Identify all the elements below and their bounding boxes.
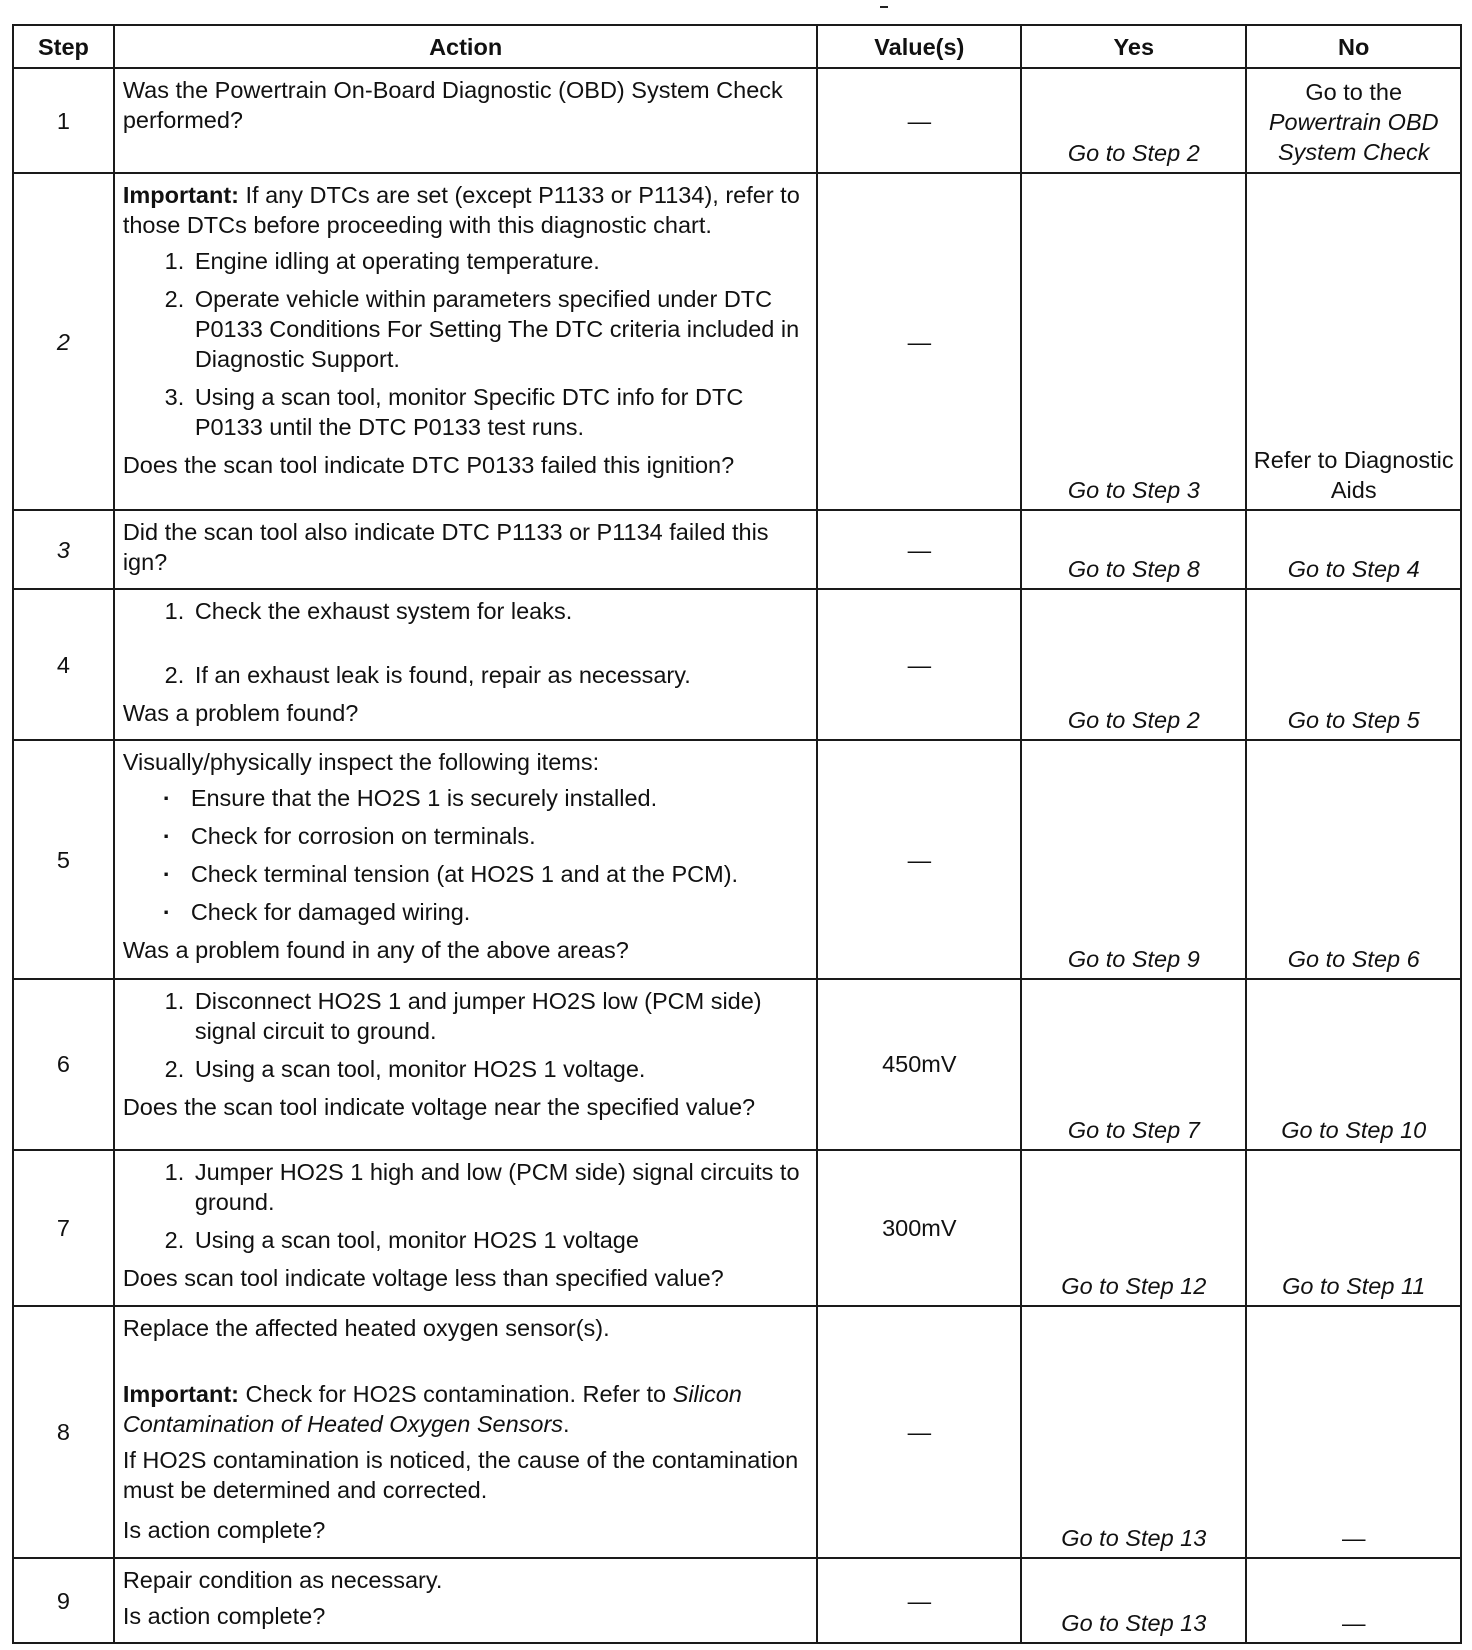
- list-item: 1. Disconnect HO2S 1 and jumper HO2S low (PCM side) signal circuit to ground.: [191, 986, 809, 1046]
- question-text: Does the scan tool indicate voltage near the specified value?: [122, 1093, 756, 1120]
- value-cell: 450mV: [817, 979, 1021, 1151]
- no-cell[interactable]: Go to Step 5: [1246, 589, 1461, 740]
- action-cell: [114, 740, 818, 978]
- yes-cell[interactable]: Go to Step 13: [1021, 1306, 1246, 1558]
- value-cell: —: [817, 589, 1021, 740]
- no-cell[interactable]: Go to Step 4: [1246, 510, 1461, 589]
- list-item: 2. If an exhaust leak is found, repair as necessary.: [191, 660, 809, 690]
- no-cell[interactable]: Go to Step 10: [1246, 979, 1461, 1151]
- header-step: Step: [13, 25, 114, 68]
- value-cell: —: [817, 740, 1021, 978]
- value-cell: —: [817, 1306, 1021, 1558]
- important-label: Important:: [122, 1380, 239, 1407]
- value-cell: 300mV: [817, 1150, 1021, 1305]
- step-number: 8: [13, 1306, 114, 1558]
- top-mark: [880, 6, 888, 8]
- table-row: [13, 1150, 1461, 1305]
- action-cell: [114, 510, 818, 589]
- no-cell[interactable]: Go to Step 6: [1246, 740, 1461, 978]
- action-cell: [114, 173, 818, 510]
- list-item: 1. Check the exhaust system for leaks.: [191, 596, 809, 626]
- value-cell: —: [817, 510, 1021, 589]
- list-item: 1. Jumper HO2S 1 high and low (PCM side) signal circuits to ground.: [191, 1157, 809, 1217]
- important-note: [123, 1379, 809, 1439]
- table-row: [13, 740, 1461, 978]
- list-item: 2. Using a scan tool, monitor HO2S 1 voltage.: [191, 1054, 809, 1084]
- step-number: 4: [13, 589, 114, 740]
- yes-cell[interactable]: Go to Step 2: [1021, 589, 1246, 740]
- action-cell: [114, 68, 818, 173]
- step-list: [123, 246, 809, 442]
- header-action: Action: [114, 25, 818, 68]
- list-item: 3. Using a scan tool, monitor Specific DTC info for DTC P0133 until the DTC P0133 test runs.: [191, 382, 809, 442]
- yes-cell[interactable]: Go to Step 2: [1021, 68, 1246, 173]
- step-number: 2: [13, 173, 114, 510]
- action-cell: [114, 1150, 818, 1305]
- question-text: Does scan tool indicate voltage less than specified value?: [122, 1265, 724, 1292]
- list-item: 2. Operate vehicle within parameters specified under DTC P0133 Conditions For Setting The DTC criteria included in Diagnostic Support.: [191, 284, 809, 374]
- step-list: [123, 596, 809, 690]
- yes-cell[interactable]: Go to Step 3: [1021, 173, 1246, 510]
- question-text: Was a problem found in any of the above areas?: [122, 937, 629, 964]
- important-text: If any DTCs are set (except P1133 or P1134), refer to those DTCs before proceeding with this diagnostic chart.: [122, 182, 800, 238]
- action-text: Did the scan tool also indicate DTC P1133 or P1134 failed this ign?: [122, 519, 769, 576]
- header-row: [13, 25, 1461, 68]
- question-text: Does the scan tool indicate DTC P0133 failed this ignition?: [122, 452, 735, 478]
- action-text: Was the Powertrain On-Board Diagnostic (OBD) System Check performed?: [122, 77, 783, 133]
- table-row: [13, 1306, 1461, 1558]
- step-number: 3: [13, 510, 114, 589]
- important-end: .: [563, 1410, 570, 1437]
- yes-cell[interactable]: Go to Step 8: [1021, 510, 1246, 589]
- action-cell: [114, 979, 818, 1151]
- value-cell: —: [817, 68, 1021, 173]
- no-text: Go to the: [1305, 79, 1403, 105]
- header-yes: Yes: [1021, 25, 1246, 68]
- action-text: If HO2S contamination is noticed, the cause of the contamination must be determined and corrected.: [122, 1446, 799, 1503]
- step-number: 5: [13, 740, 114, 978]
- diagnostic-table: [12, 24, 1462, 1644]
- action-text: Replace the affected heated oxygen sensor(s).: [122, 1314, 610, 1341]
- important-label: Important:: [122, 182, 239, 208]
- no-cell: —: [1246, 1306, 1461, 1558]
- yes-cell[interactable]: Go to Step 9: [1021, 740, 1246, 978]
- step-list: [123, 1157, 809, 1255]
- no-cell[interactable]: [1246, 68, 1461, 173]
- yes-cell[interactable]: Go to Step 12: [1021, 1150, 1246, 1305]
- table-row: [13, 1558, 1461, 1643]
- no-cell[interactable]: Go to Step 11: [1246, 1150, 1461, 1305]
- no-link[interactable]: Powertrain OBD System Check: [1268, 109, 1439, 165]
- yes-cell[interactable]: Go to Step 13: [1021, 1558, 1246, 1643]
- step-number: 9: [13, 1558, 114, 1643]
- step-number: 7: [13, 1150, 114, 1305]
- important-note: [123, 180, 809, 240]
- table-row: [13, 68, 1461, 173]
- no-cell[interactable]: Refer to Diagnostic Aids: [1246, 173, 1461, 510]
- step-number: 1: [13, 68, 114, 173]
- bullet-list: [123, 783, 809, 927]
- value-cell: —: [817, 173, 1021, 510]
- list-item: · Check for corrosion on terminals.: [191, 821, 809, 851]
- header-values: Value(s): [817, 25, 1021, 68]
- table-row: [13, 979, 1461, 1151]
- important-text: Check for HO2S contamination. Refer to: [239, 1380, 673, 1407]
- list-item: · Check for damaged wiring.: [191, 897, 809, 927]
- no-cell: —: [1246, 1558, 1461, 1643]
- yes-cell[interactable]: Go to Step 7: [1021, 979, 1246, 1151]
- list-item: 1. Engine idling at operating temperature.: [191, 246, 809, 276]
- list-item: · Ensure that the HO2S 1 is securely installed.: [191, 783, 809, 813]
- action-cell: [114, 589, 818, 740]
- value-cell: —: [817, 1558, 1021, 1643]
- reference-link[interactable]: Silicon Contamination of Heated Oxygen Sensors: [122, 1380, 742, 1437]
- question-text: Was a problem found?: [122, 699, 359, 726]
- header-no: No: [1246, 25, 1461, 68]
- action-cell: [114, 1558, 818, 1643]
- list-item: · Check terminal tension (at HO2S 1 and at the PCM).: [191, 859, 809, 889]
- table-row: [13, 173, 1461, 510]
- table-row: [13, 589, 1461, 740]
- question-text: Is action complete?: [122, 1603, 326, 1630]
- action-cell: [114, 1306, 818, 1558]
- question-text: Is action complete?: [122, 1516, 326, 1543]
- table-row: [13, 510, 1461, 589]
- step-number: 6: [13, 979, 114, 1151]
- step-list: [123, 986, 809, 1084]
- list-item: 2. Using a scan tool, monitor HO2S 1 voltage: [191, 1225, 809, 1255]
- action-text: Repair condition as necessary.: [122, 1567, 443, 1594]
- intro-text: Visually/physically inspect the following items:: [122, 749, 600, 776]
